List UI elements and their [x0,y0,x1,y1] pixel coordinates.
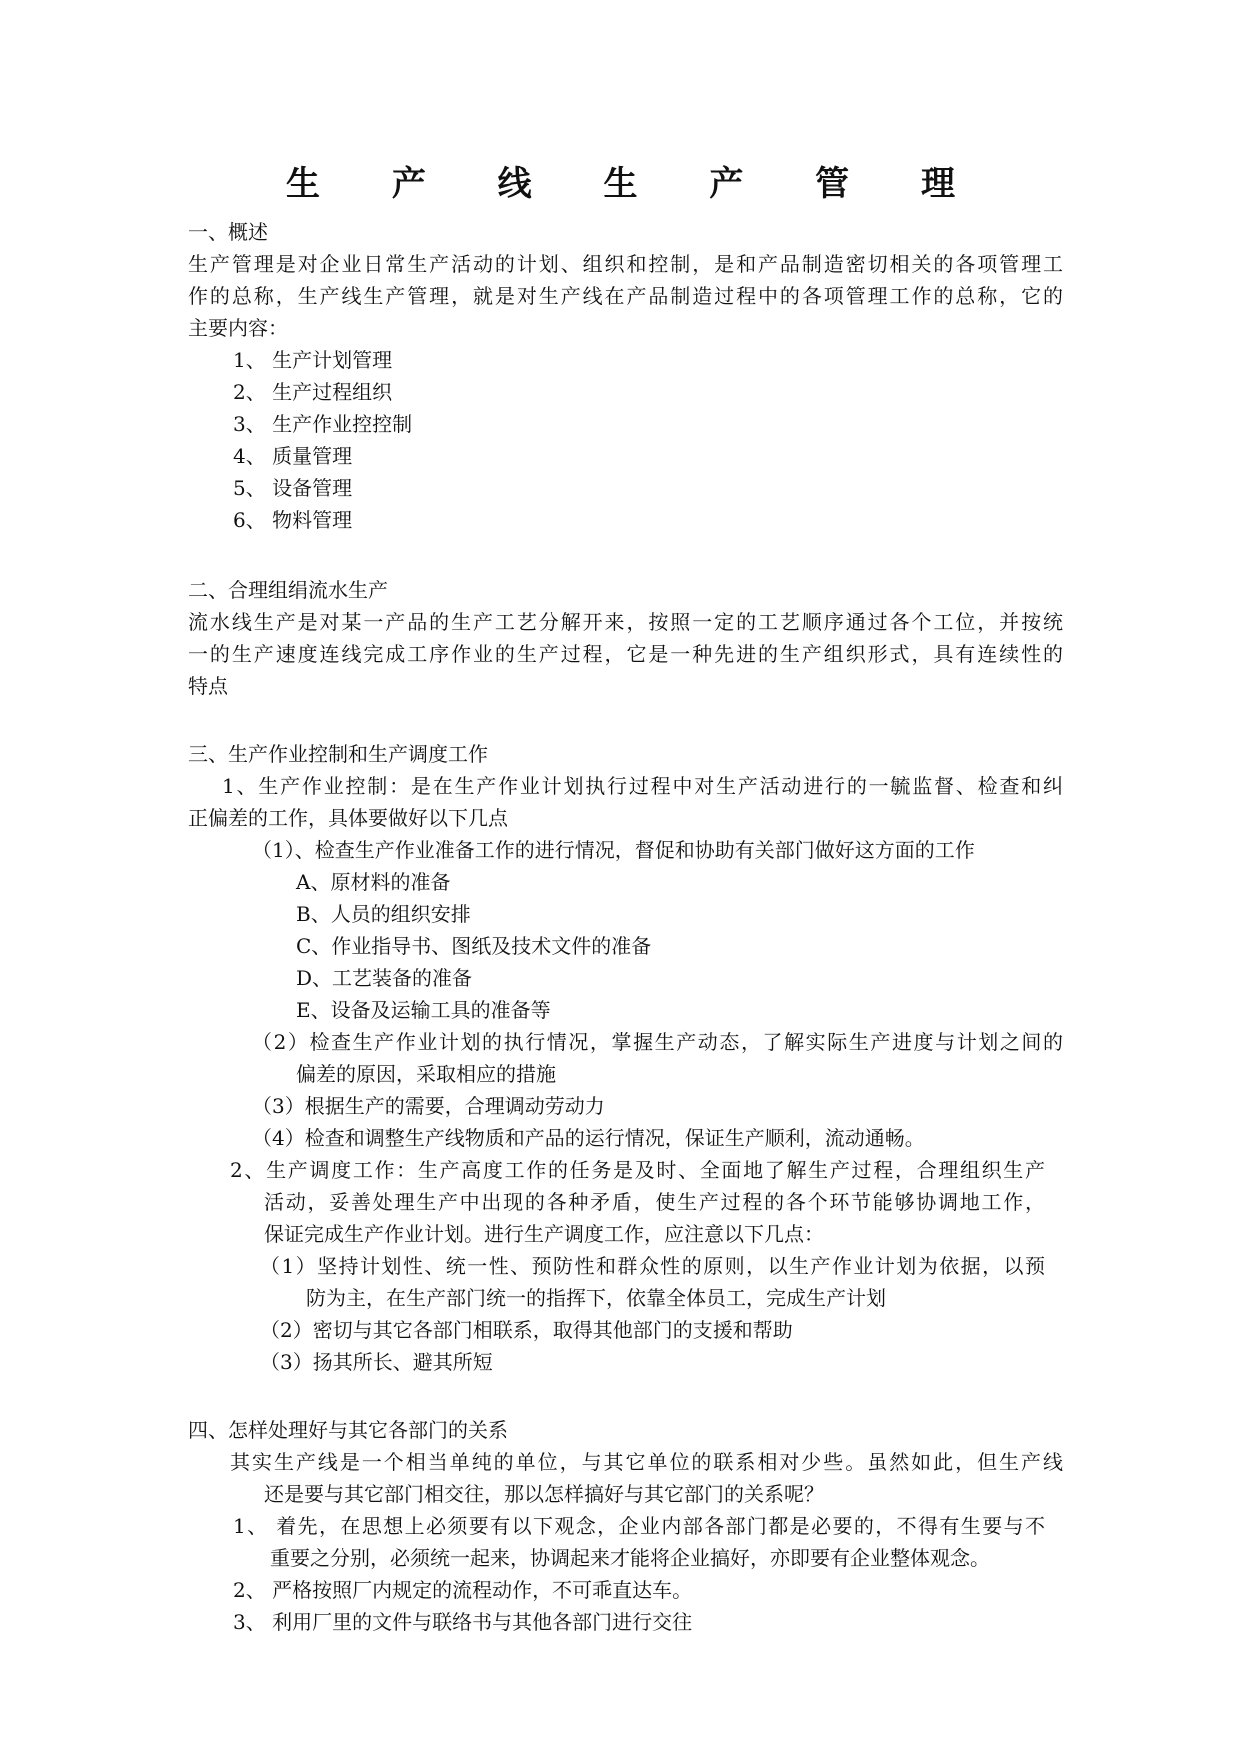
list-item: 2、 生产过程组织 [233,380,393,404]
paragraph-line: 保证完成生产作业计划。进行生产调度工作，应注意以下几点： [264,1222,824,1246]
sub-list-item: D、工艺装备的准备 [296,966,473,990]
paragraph-line: 作的总称，生产线生产管理，就是对生产线在产品制造过程中的各项管理工作的总称，它的 [188,284,1063,308]
sub-list-item: C、作业指导书、图纸及技术文件的准备 [296,934,652,958]
sub-item: （2）检查生产作业计划的执行情况，掌握生产动态，了解实际生产进度与计划之间的 [252,1030,1063,1054]
list-item: 1、 生产计划管理 [233,348,393,372]
paragraph-line: 主要内容： [188,316,288,340]
list-item: 3、 利用厂里的文件与联络书与其他各部门进行交往 [233,1610,693,1634]
list-item: 1、 着先，在思想上必须要有以下观念，企业内部各部门都是必要的，不得有生要与不 [233,1514,1045,1538]
list-item: 3、 生产作业控控制 [233,412,413,436]
sub-list-item: E、设备及运输工具的准备等 [296,998,551,1022]
paragraph-line: 还是要与其它部门相交往，那以怎样搞好与其它部门的关系呢？ [264,1482,824,1506]
paragraph-line: 一的生产速度连线完成工序作业的生产过程，它是一种先进的生产组织形式，具有连续性的 [188,642,1063,666]
sub-item-continuation: 偏差的原因，采取相应的措施 [296,1062,556,1086]
sub-item: （2）密切与其它各部门相联系，取得其他部门的支援和帮助 [260,1318,793,1342]
section-heading-overview: 一、概述 [188,220,268,244]
list-item: 2、 严格按照厂内规定的流程动作，不可乖直达车。 [233,1578,693,1602]
paragraph-line: 活动，妥善处理生产中出现的各种矛盾，使生产过程的各个环节能够协调地工作， [264,1190,1045,1214]
paragraph-line: 流水线生产是对某一产品的生产工艺分解开来，按照一定的工艺顺序通过各个工位，并按统 [188,610,1063,634]
section-heading-flow-production: 二、合理组绢流水生产 [188,578,388,602]
list-item: 4、 质量管理 [233,444,353,468]
sub-item: （3）根据生产的需要，合理调动劳动力 [252,1094,605,1118]
sub-item-continuation: 防为主，在生产部门统一的指挥下，依靠全体员工，完成生产计划 [306,1286,886,1310]
paragraph-line: 特点 [188,674,228,698]
sub-item: （1）、检查生产作业准备工作的进行情况，督促和协助有关部门做好这方面的工作 [252,838,975,862]
list-item: 5、 设备管理 [233,476,353,500]
section-heading-control-scheduling: 三、生产作业控制和生产调度工作 [188,742,488,766]
sub-item: （1）坚持计划性、统一性、预防性和群众性的原则，以生产作业计划为依据，以预 [260,1254,1045,1278]
list-item-continuation: 重要之分别，必须统一起来，协调起来才能将企业搞好，亦即要有企业整体观念。 [270,1546,990,1570]
page-title: 生 产 线 生 产 管 理 [285,164,986,204]
section-heading-department-relations: 四、怎样处理好与其它各部门的关系 [188,1418,508,1442]
paragraph-line: 2、生产调度工作：生产高度工作的任务是及时、全面地了解生产过程，合理组织生产 [230,1158,1045,1182]
list-item: 6、 物料管理 [233,508,353,532]
paragraph-line: 1、生产作业控制：是在生产作业计划执行过程中对生产活动进行的一毓监督、检查和纠 [222,774,1063,798]
sub-list-item: A、原材料的准备 [296,870,451,894]
paragraph-line: 正偏差的工作，具体要做好以下几点 [188,806,508,830]
paragraph-line: 其实生产线是一个相当单纯的单位，与其它单位的联系相对少些。虽然如此，但生产线 [230,1450,1063,1474]
paragraph-line: 生产管理是对企业日常生产活动的计划、组织和控制，是和产品制造密切相关的各项管理工 [188,252,1063,276]
sub-item: （3）扬其所长、避其所短 [260,1350,493,1374]
sub-list-item: B、人员的组织安排 [296,902,471,926]
sub-item: （4）检查和调整生产线物质和产品的运行情况，保证生产顺利，流动通畅。 [252,1126,925,1150]
